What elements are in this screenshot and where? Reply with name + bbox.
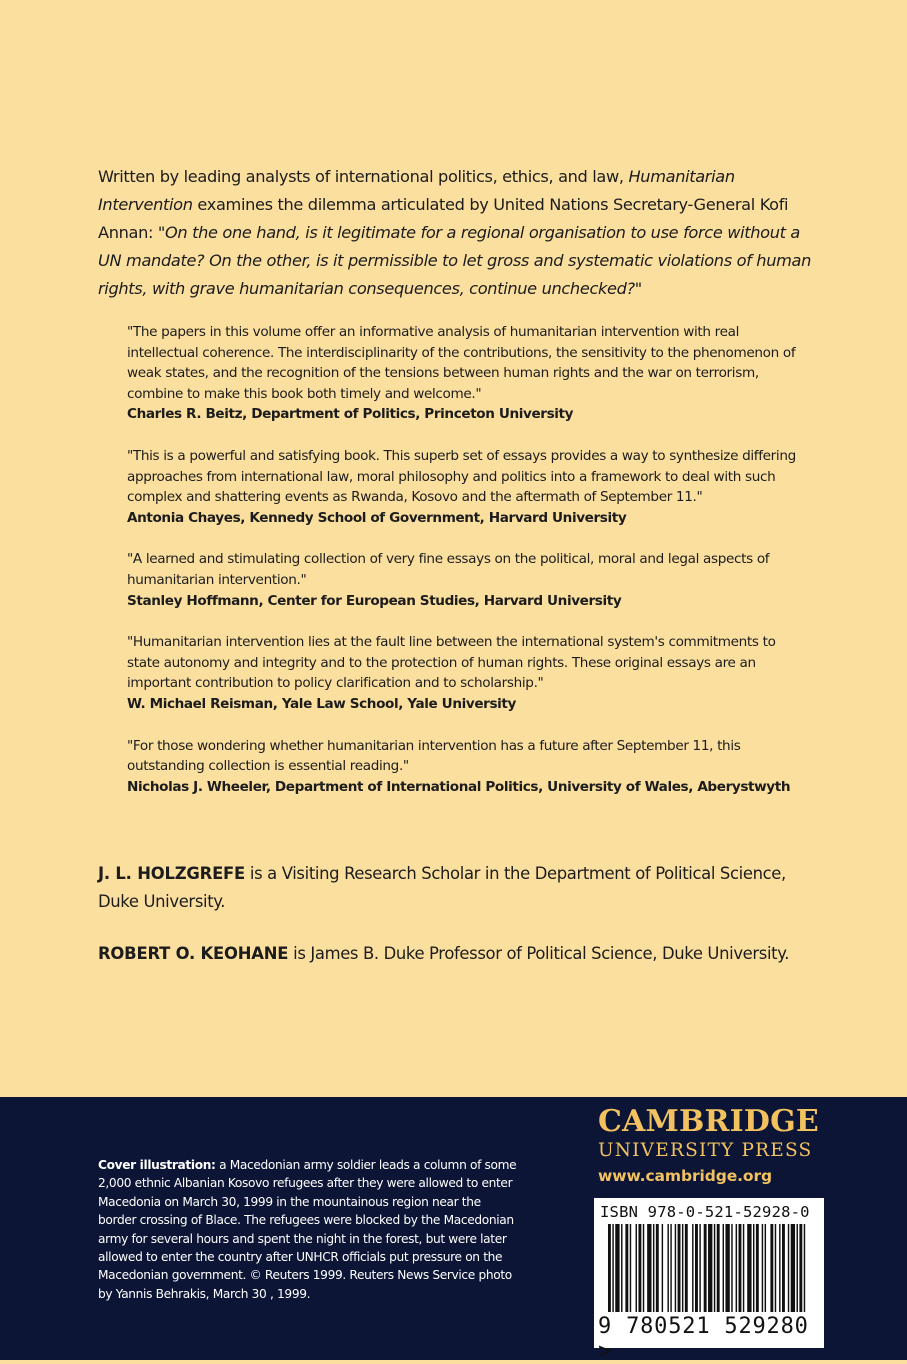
barcode-bar [662, 1224, 663, 1312]
barcode-bar [675, 1224, 676, 1312]
barcode-bar [708, 1224, 712, 1312]
barcode-bar [647, 1224, 651, 1312]
barcode-bar [695, 1224, 698, 1312]
barcode-bar [704, 1224, 707, 1312]
author-name: ROBERT O. KEOHANE [98, 944, 289, 963]
barcode-bars [594, 1224, 824, 1316]
barcode-bar [685, 1224, 688, 1312]
endorsement-text: "The papers in this volume offer an informative analysis of humanitarian intervention with real intellectual coherence. The interdisciplinarity of the contributions, the sensitivity to the phenomenon of weak states, and the recognition of the tensions between human rights and the war on terrorism, combine to make this book both timely and welcome." [127, 324, 796, 402]
barcode-bar [653, 1224, 654, 1312]
cover-credit-text: a Macedonian army soldier leads a column of some 2,000 ethnic Albanian Kosovo refugees after they were allowed to enter Macedonia on March 30, 1999 in the mountainous region near the border crossing of Blace. The refugees were blocked by the Macedonian army for several hours and spent the night in the forest, but were later allowed to enter the country after UNHCR officials put pressure on the Macedonian government. © Reuters 1999. Reuters News Service photo by Yannis Behrakis, March 30 , 1999. [98, 1158, 517, 1301]
author-bio: is a Visiting Research Scholar in the Department of Political Science, Duke University. [98, 864, 786, 911]
endorsement [127, 446, 797, 528]
barcode-bar [636, 1224, 637, 1312]
barcode-bar [791, 1224, 795, 1312]
intro-text-2: examines the dilemma articulated by United Nations Secretary-General Kofi Annan: [98, 195, 789, 242]
barcode-bar [731, 1224, 732, 1312]
barcode-bar [621, 1224, 622, 1312]
endorsement-text: "For those wondering whether humanitarian intervention has a future after September 11, this outstanding collection is essential reading." [127, 737, 741, 775]
barcode-bar [717, 1224, 720, 1312]
author-name: J. L. HOLZGREFE [98, 864, 246, 883]
cover-illustration-credit [98, 1156, 518, 1303]
endorsement-attribution: Charles R. Beitz, Department of Politics, Princeton University [127, 406, 574, 423]
barcode-bar [678, 1224, 681, 1312]
barcode-bar [799, 1224, 802, 1312]
isbn-label: ISBN 978-0-521-52928-0 [600, 1203, 810, 1221]
barcode-bar [779, 1224, 780, 1312]
barcode-bar [747, 1224, 751, 1312]
barcode-bar [804, 1224, 805, 1312]
publisher-logo [598, 1105, 819, 1185]
barcode-bar [638, 1224, 641, 1312]
barcode-bar [782, 1224, 785, 1312]
barcode-bar [630, 1224, 631, 1312]
publisher-subtitle: UNIVERSITY PRESS [598, 1140, 813, 1161]
endorsements [127, 322, 797, 818]
barcode-bar [753, 1224, 754, 1312]
blurb-intro [98, 163, 813, 303]
barcode-bar [699, 1224, 700, 1312]
endorsement-attribution: W. Michael Reisman, Yale Law School, Yale University [127, 695, 516, 712]
barcode-bar [667, 1224, 668, 1312]
barcode-bar [770, 1224, 773, 1312]
endorsement [127, 736, 797, 798]
isbn-barcode [594, 1198, 824, 1364]
cover-credit-label: Cover illustration: [98, 1158, 216, 1172]
barcode-bar [743, 1224, 744, 1312]
barcode-bar [756, 1224, 759, 1312]
barcode-bar [670, 1224, 671, 1312]
publisher-url: www.cambridge.org [598, 1167, 772, 1185]
barcode-bar [608, 1224, 611, 1312]
book-title: Humanitarian Intervention [98, 167, 735, 214]
barcode-bar [612, 1224, 613, 1312]
publisher-name: CAMBRIDGE [598, 1104, 819, 1139]
barcode-bar [788, 1224, 789, 1312]
endorsement [127, 322, 797, 425]
barcode-bar [615, 1224, 619, 1312]
barcode-bar [775, 1224, 776, 1312]
barcode-bar [643, 1224, 644, 1312]
endorsement-attribution: Nicholas J. Wheeler, Department of International Politics, University of Wales, Aberystwyth [127, 778, 791, 795]
barcode-bar [692, 1224, 693, 1312]
endorsement [127, 549, 797, 611]
author-bio-keohane [98, 940, 813, 968]
annan-quote: "On the one hand, is it legitimate for a regional organisation to use force without a UN mandate? On the other, is it permissible to let gross and systematic violations of human rights, with grave humanitarian consequences, continue unchecked?" [98, 223, 812, 298]
barcode-bar [765, 1224, 766, 1312]
barcode-bar [625, 1224, 628, 1312]
barcode-bar [739, 1224, 742, 1312]
footer-band [0, 1097, 907, 1364]
barcode-bar [656, 1224, 659, 1312]
endorsement-text: "Humanitarian intervention lies at the fault line between the international system's commitments to state autonomy and integrity and to the protection of human rights. These original essays are an important contribution to policy clarification and to scholarship." [127, 634, 776, 692]
endorsement-text: "A learned and stimulating collection of very fine essays on the political, moral and legal aspects of humanitarian intervention." [127, 551, 770, 588]
endorsement [127, 632, 797, 714]
barcode-digits: 9 780521 529280 > [598, 1314, 809, 1364]
barcode-bar [682, 1224, 683, 1312]
barcode-bar [797, 1224, 798, 1312]
endorsement-attribution: Stanley Hoffmann, Center for European Studies, Harvard University [127, 592, 622, 609]
author-bio: is James B. Duke Professor of Political Science, Duke University. [288, 944, 790, 963]
barcode-bar [736, 1224, 737, 1312]
endorsement-text: "This is a powerful and satisfying book. This superb set of essays provides a way to synthesize differing approaches from international law, moral philosophy and politics into a framework to deal with such complex and shattering events as Rwanda, Kosovo and the aftermath of September 11." [127, 447, 796, 506]
endorsement-attribution: Antonia Chayes, Kennedy School of Government, Harvard University [127, 509, 627, 526]
barcode-bar [725, 1224, 729, 1312]
author-bio-holzgrefe [98, 860, 813, 916]
barcode-bar [714, 1224, 715, 1312]
intro-text-1: Written by leading analysts of international politics, ethics, and law, [98, 167, 629, 186]
barcode-bar [723, 1224, 724, 1312]
barcode-bar [762, 1224, 763, 1312]
